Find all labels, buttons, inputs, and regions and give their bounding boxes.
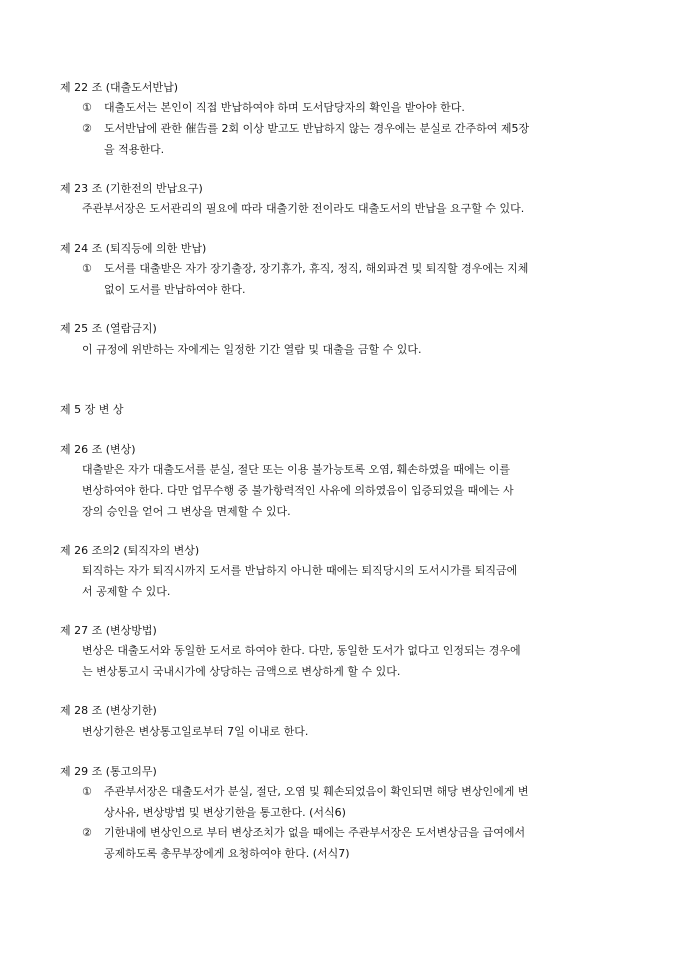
chapter-heading: 제 5 장 변 상 xyxy=(60,403,124,416)
article-25-heading: 제 25 조 (열람금지) xyxy=(60,322,157,335)
article-29-heading: 제 29 조 (통고의무) xyxy=(60,765,157,778)
article-23-heading: 제 23 조 (기한전의 반납요구) xyxy=(60,182,203,195)
article-26-line-2: 변상하여야 한다. 다만 업무수행 중 불가항력적인 사유에 의하였음이 입증되었을 때에는 사 xyxy=(82,484,514,497)
article-26-line-1: 대출받은 자가 대출도서를 분실, 절단 또는 이용 불가능토록 오염, 훼손하였을 때에는 이를 xyxy=(82,463,510,476)
article-22-heading: 제 22 조 (대출도서반납) xyxy=(60,81,179,94)
article-23-text: 주관부서장은 도서관리의 필요에 따라 대출기한 전이라도 대출도서의 반납을 요구할 수 있다. xyxy=(82,202,525,215)
article-27-line-2: 는 변상통고시 국내시가에 상당하는 금액으로 변상하게 할 수 있다. xyxy=(82,665,401,678)
item-line: 상사유, 변상방법 및 변상기한을 통고한다. (서식6) xyxy=(104,806,346,819)
article-26-heading: 제 26 조 (변상) xyxy=(60,443,136,456)
article-26-2-heading: 제 26 조의2 (퇴직자의 변상) xyxy=(60,544,200,557)
article-27-heading: 제 27 조 (변상방법) xyxy=(60,624,157,637)
item-line: 없이 도서를 반납하여야 한다. xyxy=(104,283,246,296)
item-marker: ① xyxy=(82,101,92,114)
item-marker: ② xyxy=(82,122,92,135)
article-28-text: 변상기한은 변상통고일로부터 7일 이내로 한다. xyxy=(82,725,309,738)
article-28-heading: 제 28 조 (변상기한) xyxy=(60,704,157,717)
article-24-heading: 제 24 조 (퇴직등에 의한 반납) xyxy=(60,242,207,255)
item-line: 을 적용한다. xyxy=(104,143,165,156)
item-line: 대출도서는 본인이 직접 반납하여야 하며 도서담당자의 확인을 받아야 한다. xyxy=(104,101,465,114)
item-line: 도서를 대출받은 자가 장기출장, 장기휴가, 휴직, 정직, 해외파견 및 퇴직할 경우에는 지체 xyxy=(104,262,529,275)
item-line: 기한내에 변상인으로 부터 변상조치가 없을 때에는 주관부서장은 도서변상금을 급여에서 xyxy=(104,826,526,839)
item-marker: ② xyxy=(82,826,92,839)
article-25-text: 이 규정에 위반하는 자에게는 일정한 기간 열람 및 대출을 금할 수 있다. xyxy=(82,343,422,356)
item-line: 도서반납에 관한 催告를 2회 이상 받고도 반납하지 않는 경우에는 분실로 간주하여 제5장 xyxy=(104,122,530,135)
article-27-line-1: 변상은 대출도서와 동일한 도서로 하여야 한다. 다만, 동일한 도서가 없다고 인정되는 경우에 xyxy=(82,644,521,657)
item-line: 공제하도록 총무부장에게 요청하여야 한다. (서식7) xyxy=(104,847,350,860)
item-marker: ① xyxy=(82,262,92,275)
article-26-2-line-1: 퇴직하는 자가 퇴직시까지 도서를 반납하지 아니한 때에는 퇴직당시의 도서시가를 퇴직금에 xyxy=(82,564,518,577)
article-26-line-3: 장의 승인을 얻어 그 변상을 면제할 수 있다. xyxy=(82,505,291,518)
item-marker: ① xyxy=(82,785,92,798)
item-line: 주관부서장은 대출도서가 분실, 절단, 오염 및 훼손되었음이 확인되면 해당 변상인에게 변 xyxy=(104,785,529,798)
article-26-2-line-2: 서 공제할 수 있다. xyxy=(82,585,171,598)
